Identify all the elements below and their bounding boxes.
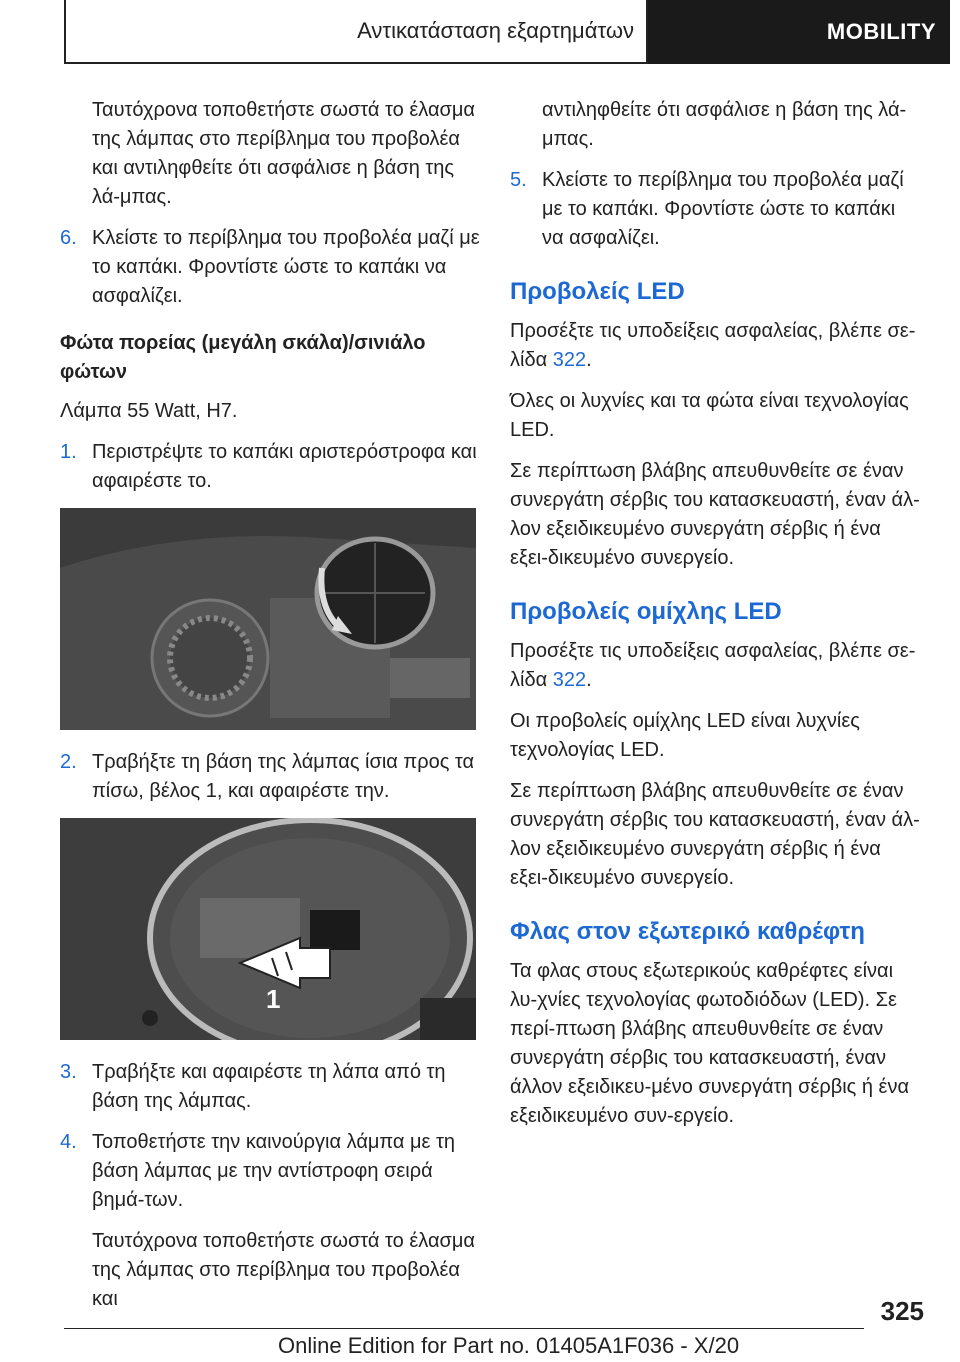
step-text: Τοποθετήστε την καινούργια λάμπα με τη βάση λάμπας με την αντίστροφη σειρά βημά-των. <box>92 1131 456 1211</box>
step-6 <box>60 224 480 311</box>
heading-led-headlights: Προβολείς LED <box>510 278 685 305</box>
step-2 <box>60 748 480 806</box>
figure-pull-lamp-base <box>60 818 476 1040</box>
intro-paragraph: Ταυτόχρονα τοποθετήστε σωστά το έλασμα της λάμπας στο περίβλημα του προβολέα και αντιληφθείτε ότι ασφάλισε η βάση της λά-μπας. <box>92 99 475 208</box>
page-number: 325 <box>880 1296 924 1326</box>
lamp-base-illustration <box>60 818 476 1040</box>
figure-remove-cap <box>60 508 476 730</box>
text: . <box>586 349 592 371</box>
led-safety-note <box>510 317 922 375</box>
step-number: 2. <box>60 751 77 773</box>
step-text: Τραβήξτε τη βάση της λάμπας ίσια προς τα πίσω, βέλος 1, και αφαιρέστε την. <box>92 751 475 802</box>
step-number: 6. <box>60 227 77 249</box>
page-link-322[interactable]: 322 <box>552 349 587 371</box>
step-text: Περιστρέψτε το καπάκι αριστερόστροφα και αφαιρέστε το. <box>92 441 477 492</box>
led-paragraph-3: Σε περίπτωση βλάβης απευθυνθείτε σε έναν συνεργάτη σέρβις του κατασκευαστή, έναν άλ-λον εξειδικευμένο συνεργάτη σέρβις ή ένα εξει-δικευμένο συνεργείο. <box>510 460 920 569</box>
section-title: Αντικατάσταση εξαρτημάτων <box>64 0 648 64</box>
page-header <box>64 0 950 64</box>
step-1 <box>60 438 480 496</box>
footer-divider <box>64 1328 864 1329</box>
step-text: Κλείστε το περίβλημα του προβολέα μαζί με το καπάκι. Φροντίστε ώστε το καπάκι να ασφαλίζει. <box>542 169 904 249</box>
continued-paragraph: αντιληφθείτε ότι ασφάλισε η βάση της λά-μπας. <box>542 99 907 150</box>
step-text: Τραβήξτε και αφαιρέστε τη λάπα από τη βάση της λάμπας. <box>92 1061 446 1112</box>
arrow-label: 1 <box>266 984 281 1014</box>
edition-footer: Online Edition for Part no. 01405A1F036 - X/20 <box>278 1333 740 1358</box>
headlight-cap-illustration <box>60 508 476 730</box>
text: Προσέξτε τις υποδείξεις ασφαλείας, βλέπε σε-λίδα <box>510 320 916 371</box>
step-4 <box>60 1128 480 1215</box>
heading-mirror-indicators: Φλας στον εξωτερικό καθρέφτη <box>510 918 865 945</box>
left-column <box>60 96 480 1326</box>
step-text: Κλείστε το περίβλημα του προβολέα μαζί με το καπάκι. Φροντίστε ώστε το καπάκι να ασφαλίζει. <box>92 227 480 307</box>
fog-paragraph-3: Σε περίπτωση βλάβης απευθυνθείτε σε έναν συνεργάτη σέρβις του κατασκευαστή, έναν άλ-λον εξειδικευμένο συνεργάτη σέρβις ή ένα εξει-δικευμένο συνεργείο. <box>510 780 920 889</box>
step-number: 4. <box>60 1131 77 1153</box>
chapter-tab: MOBILITY <box>648 0 950 64</box>
led-paragraph-2: Όλες οι λυχνίες και τα φώτα είναι τεχνολογίας LED. <box>510 390 909 441</box>
step-3 <box>60 1058 480 1116</box>
step-number: 3. <box>60 1061 77 1083</box>
text: Προσέξτε τις υποδείξεις ασφαλείας, βλέπε σε-λίδα <box>510 640 916 691</box>
fog-paragraph-2: Οι προβολείς ομίχλης LED είναι λυχνίες τεχνολογίας LED. <box>510 710 860 761</box>
page-link-322[interactable]: 322 <box>552 669 587 691</box>
subheading-high-beam: Φώτα πορείας (μεγάλη σκάλα)/σινιάλο φώτων <box>60 332 426 383</box>
right-column <box>510 96 922 1143</box>
lamp-spec: Λάμπα 55 Watt, H7. <box>60 400 238 422</box>
mirror-paragraph: Τα φλας στους εξωτερικούς καθρέφτες είναι λυ-χνίες τεχνολογίας φωτοδιόδων (LED). Σε περί-πτωση βλάβης απευθυνθείτε σε έναν συνεργάτη σέρβις του κατασκευαστή, έναν άλλον εξειδικευ-μένο συνεργάτη σέρβις ή ένα εξειδικευμένο συν-εργείο. <box>510 960 910 1127</box>
text: . <box>586 669 592 691</box>
heading-led-fog-lights: Προβολείς ομίχλης LED <box>510 598 782 625</box>
step-number: 1. <box>60 441 77 463</box>
fog-safety-note <box>510 637 922 695</box>
step-number: 5. <box>510 169 527 191</box>
step-4-note: Ταυτόχρονα τοποθετήστε σωστά το έλασμα της λάμπας στο περίβλημα του προβολέα και <box>92 1230 475 1310</box>
step-5 <box>510 166 922 253</box>
